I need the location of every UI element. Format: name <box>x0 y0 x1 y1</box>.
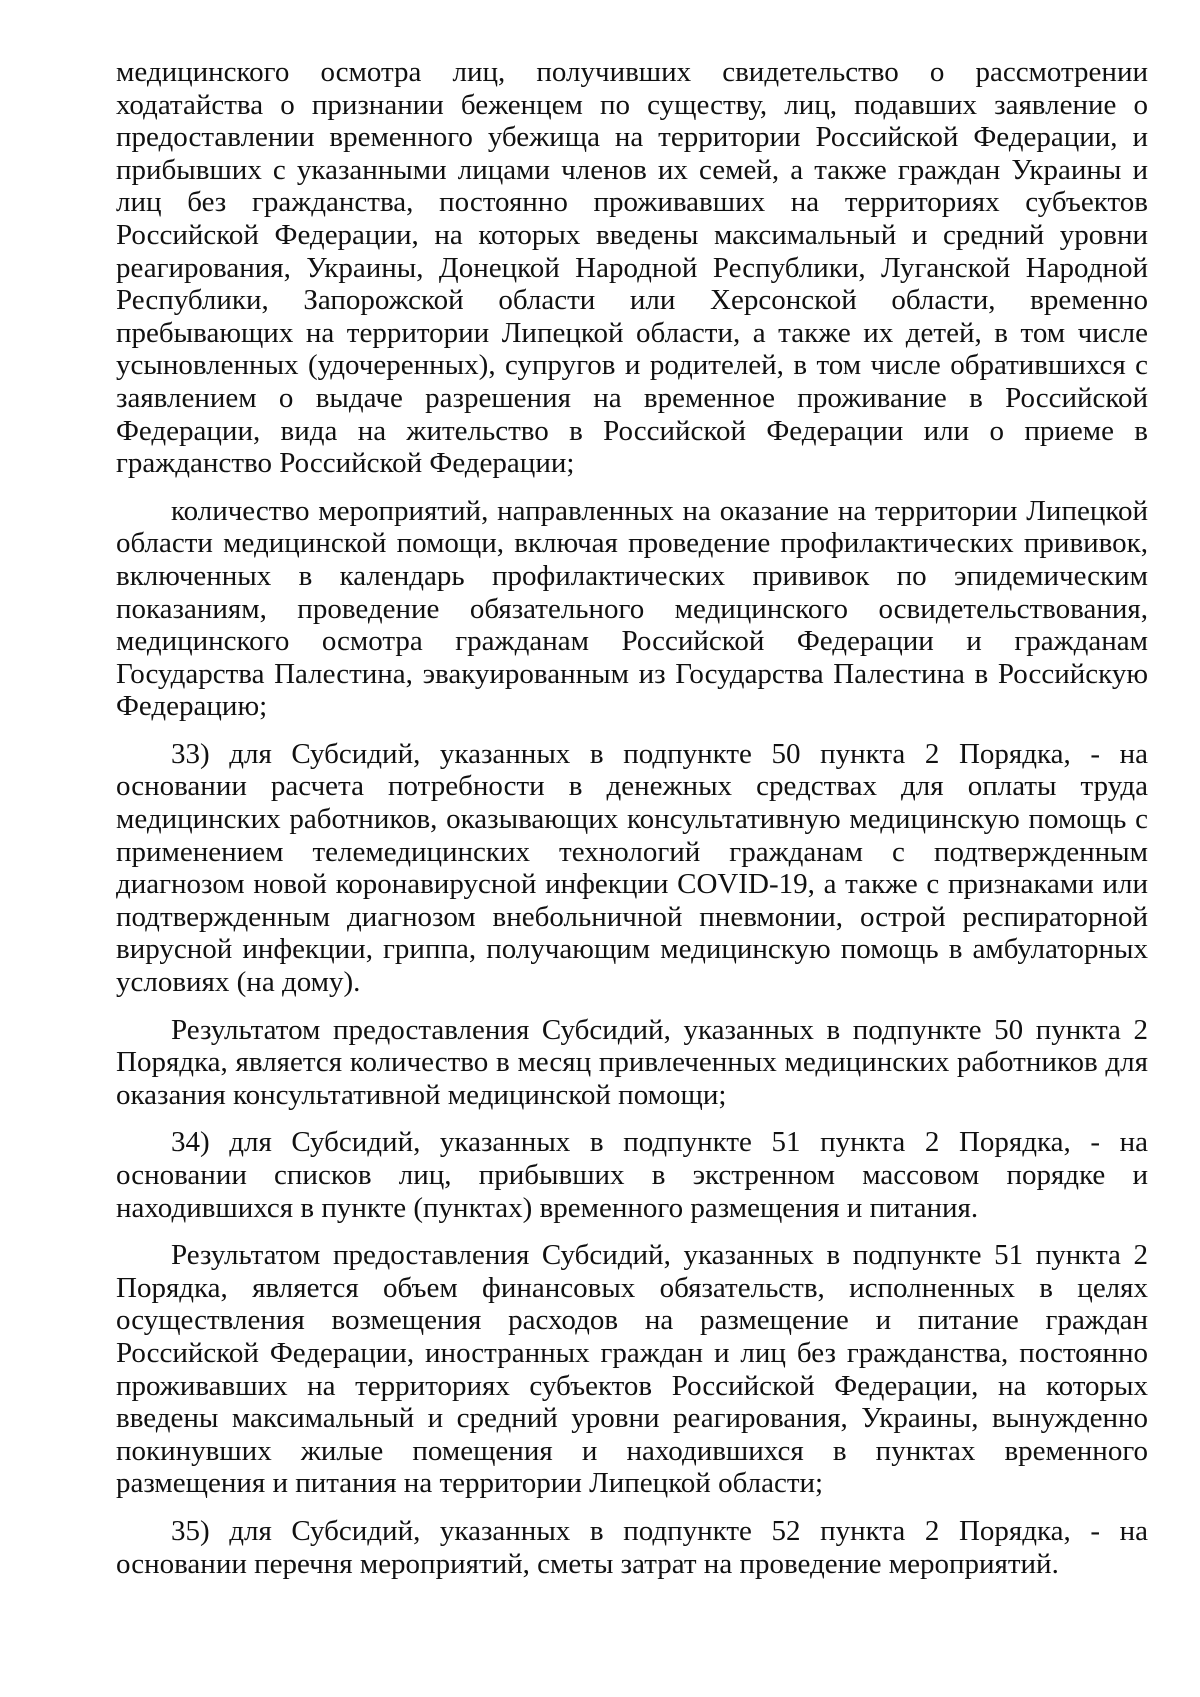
paragraph-measures-count: количество мероприятий, направленных на оказание на территории Липецкой области медицинской помощи, включая проведение профилактических прививок, включенных в календарь профилактических прививок по эпидемическим показаниям, проведение обязательного медицинского освидетельствования, медицинского осмотра гражданам Российской Федерации и гражданам Государства Палестина, эвакуированным из Государства Палестина в Российскую Федерацию; <box>116 494 1148 723</box>
paragraph-item-35: 35) для Субсидий, указанных в подпункте 52 пункта 2 Порядка, - на основании перечня мероприятий, сметы затрат на проведение мероприятий. <box>116 1514 1148 1580</box>
paragraph-result-50: Результатом предоставления Субсидий, указанных в подпункте 50 пункта 2 Порядка, является количество в месяц привлеченных медицинских работников для оказания консультативной медицинской помощи; <box>116 1013 1148 1111</box>
paragraph-item-33: 33) для Субсидий, указанных в подпункте 50 пункта 2 Порядка, - на основании расчета потребности в денежных средствах для оплаты труда медицинских работников, оказывающих консультативную медицинскую помощь с применением телемедицинских технологий гражданам с подтвержденным диагнозом новой коронавирусной инфекции COVID-19, а также с признаками или подтвержденным диагнозом внебольничной пневмонии, острой респираторной вирусной инфекции, гриппа, получающим медицинскую помощь в амбулаторных условиях (на дому). <box>116 737 1148 999</box>
paragraph-continuation: медицинского осмотра лиц, получивших свидетельство о рассмотрении ходатайства о признании беженцем по существу, лиц, подавших заявление о предоставлении временного убежища на территории Российской Федерации, и прибывших с указанными лицами членов их семей, а также граждан Украины и лиц без гражданства, постоянно проживавших на территориях субъектов Российской Федерации, на которых введены максимальный и средний уровни реагирования, Украины, Донецкой Народной Республики, Луганской Народной Республики, Запорожской области или Херсонской области, временно пребывающих на территории Липецкой области, а также их детей, в том числе усыновленных (удочеренных), супругов и родителей, в том числе обратившихся с заявлением о выдаче разрешения на временное проживание в Российской Федерации, вида на жительство в Российской Федерации или о приеме в гражданство Российской Федерации; <box>116 56 1148 480</box>
document-page <box>116 56 1148 1595</box>
paragraph-result-51: Результатом предоставления Субсидий, указанных в подпункте 51 пункта 2 Порядка, является объем финансовых обязательств, исполненных в целях осуществления возмещения расходов на размещение и питание граждан Российской Федерации, иностранных граждан и лиц без гражданства, постоянно проживавших на территориях субъектов Российской Федерации, на которых введены максимальный и средний уровни реагирования, Украины, вынужденно покинувших жилые помещения и находившихся в пунктах временного размещения и питания на территории Липецкой области; <box>116 1239 1148 1500</box>
paragraph-item-34: 34) для Субсидий, указанных в подпункте 51 пункта 2 Порядка, - на основании списков лиц, прибывших в экстренном массовом порядке и находившихся в пункте (пунктах) временного размещения и питания. <box>116 1126 1148 1224</box>
